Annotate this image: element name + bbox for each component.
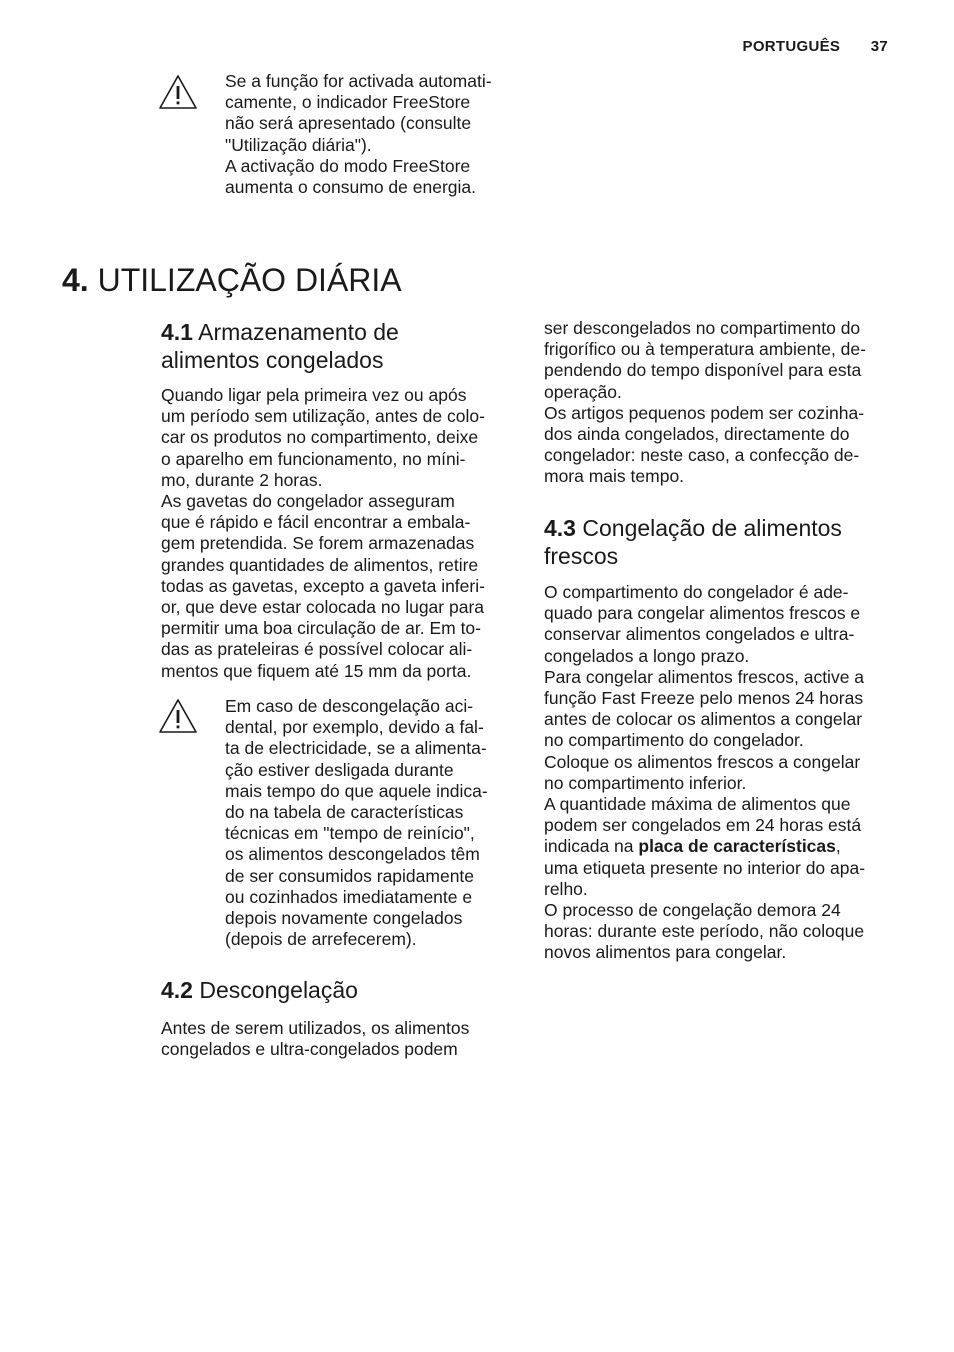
subsection-4-1-body: Quando ligar pela primeira vez ou após um período sem utilização, antes de colo- car os produtos no compartimento, deixe o aparelho em funcionamento, no míni- mo, durante 2 horas. As gavetas do congelador asseguram que é rápido e fácil encontrar a embala- gem pretendida. Se forem armazenadas grandes quantidades de alimentos, retire todas as gavetas, excepto a gaveta inferi- or, que deve estar colocada no lugar para permitir uma boa circulação de ar. Em to- das as prateleiras é possível colocar ali- mentos que fiquem até 15 mm da porta. [161,385,485,681]
header-language: PORTUGUÊS [742,38,841,55]
section-title: 4. UTILIZAÇÃO DIÁRIA [62,262,402,298]
rating-plate-line: indicada na placa de características, [544,836,841,857]
right-column-continuation: ser descongelados no compartimento do frigorífico ou à temperatura ambiente, de- pendendo do tempo disponível para esta operação. Os artigos pequenos podem ser cozinha- dos ainda congelados, directamente do congelador: neste caso, a confecção de- mora mais tempo. [544,318,866,487]
rating-plate-term: placa de características [638,836,836,857]
subsection-4-3-title: 4.3 Congelação de alimentos frescos [544,515,842,569]
warning-triangle-icon [158,74,198,110]
page-header [743,38,888,55]
subsection-4-1-title: 4.1 Armazenamento de alimentos congelados [161,319,399,373]
warning-text-middle: Em caso de descongelação aci- dental, por exemplo, devido a fal- ta de electricidade, se a alimenta- ção estiver desligada durante mais tempo do que aquele indica- do na tabela de características técnicas em "tempo de reinício", os alimentos descongelados têm de ser consumidos rapidamente ou cozinhados imediatamente e depois novamente congelados (depois de arrefecerem). [225,696,488,950]
subsection-4-3-body: O compartimento do congelador é ade- quado para congelar alimentos frescos e conservar alimentos congelados e ultra- congelados a longo prazo. Para congelar alimentos frescos, active a função Fast Freeze pelo menos 24 horas antes de colocar os alimentos a congelar no compartimento do congelador. Coloque os alimentos frescos a congelar no compartimento inferior. A quantidade máxima de alimentos que podem ser congelados em 24 horas está indicada na placa de características, uma etiqueta presente no interior do apa- relho. O processo de congelação demora 24 horas: durante este período, não coloque novos alimentos para congelar. [544,582,866,963]
subsection-4-2-title: 4.2 Descongelação [161,977,358,1003]
warning-text-top: Se a função for activada automati- camente, o indicador FreeStore não será apresentado (consulte "Utilização diária"). A activação do modo FreeStore aumenta o consumo de energia. [225,71,492,198]
page-number: 37 [870,38,888,55]
subsection-4-2-body: Antes de serem utilizados, os alimentos congelados e ultra-congelados podem [161,1018,470,1060]
warning-triangle-icon [158,698,198,734]
